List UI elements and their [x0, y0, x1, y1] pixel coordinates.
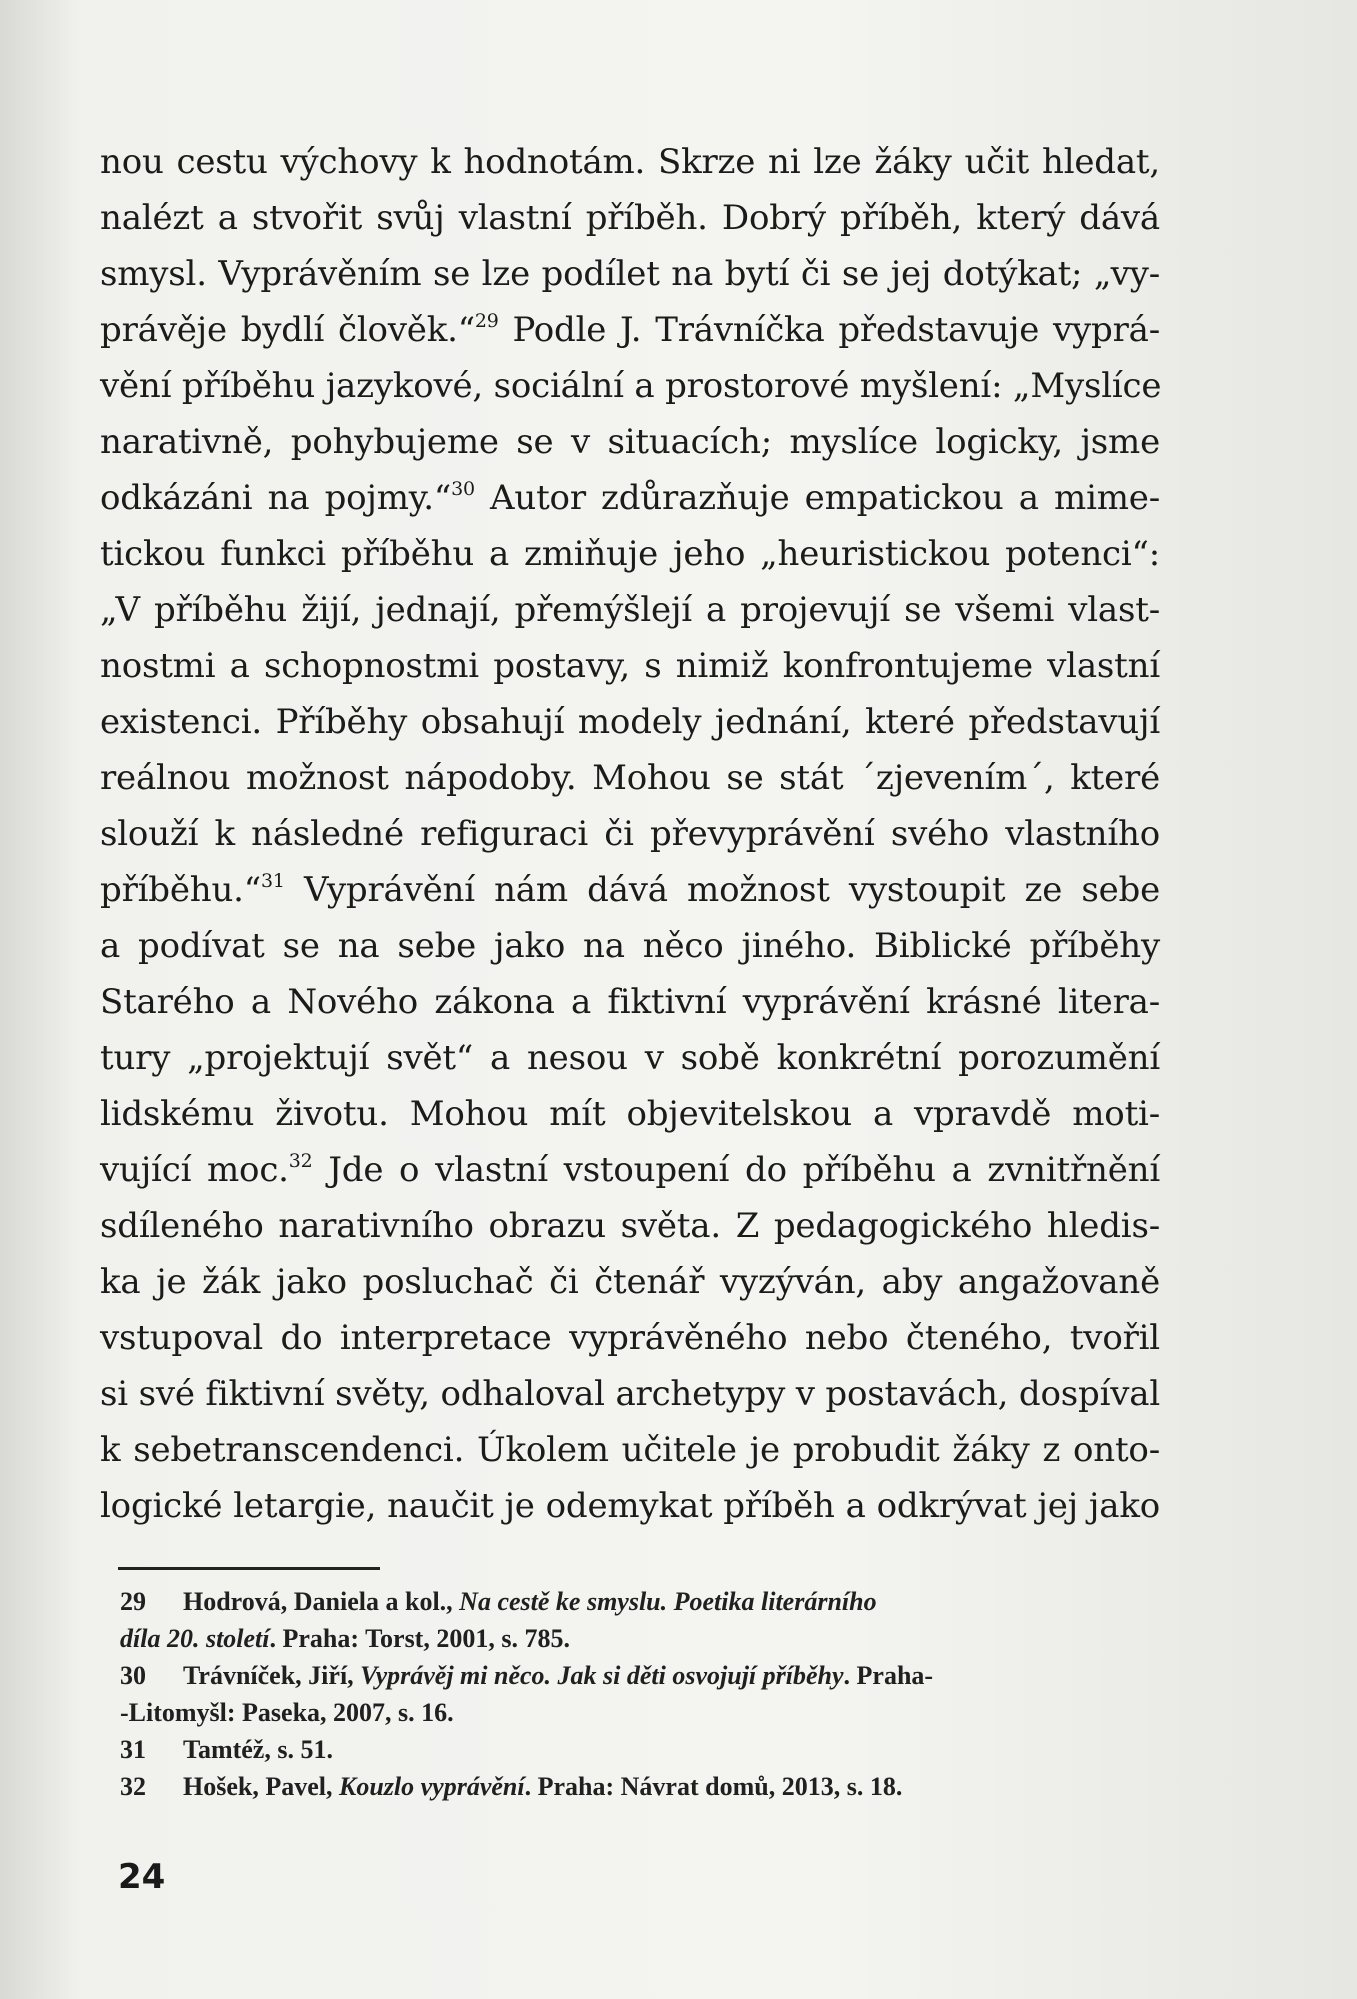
text-line: slouží k následné refiguraci či převyprávění svého vlastního	[100, 814, 1160, 854]
text-line: k sebetranscendenci. Úkolem učitele je probudit žáky z onto-	[100, 1430, 1160, 1470]
text-line: si své fiktivní světy, odhaloval archetypy v postavách, dospíval	[100, 1374, 1160, 1414]
footnote-29: 29 Hodrová, Daniela a kol., Na cestě ke smyslu. Poetika literárního	[120, 1583, 1150, 1620]
page-number: 24	[118, 1857, 166, 1897]
footnote-number: 29	[120, 1587, 146, 1616]
text-line: Starého a Nového zákona a fiktivní vyprávění krásné litera-	[100, 982, 1160, 1022]
text-line: vstupoval do interpretace vyprávěného nebo čteného, tvořil	[100, 1318, 1160, 1358]
text-line: tury „projektují svět“ a nesou v sobě konkrétní porozumění	[100, 1038, 1160, 1078]
footnote-separator	[118, 1567, 380, 1570]
text-line: příběhu.“$^{31}$ Vyprávění nám dává možnost vystoupit ze sebe	[100, 870, 1160, 910]
footnote-29-continued: díla 20. století. Praha: Torst, 2001, s. 785.	[120, 1624, 570, 1653]
text-line: reálnou možnost nápodoby. Mohou se stát ´zjevením´, které	[100, 758, 1160, 798]
text-line: nou cestu výchovy k hodnotám. Skrze ni lze žáky učit hledat,	[100, 142, 1160, 182]
text-line: „V příběhu žijí, jednají, přemýšlejí a projevují se všemi vlast-	[100, 590, 1160, 630]
footnote-30-continued: -Litomyšl: Paseka, 2007, s. 16.	[120, 1698, 454, 1727]
footnote-32: 32 Hošek, Pavel, Kouzlo vyprávění. Praha: Návrat domů, 2013, s. 18.	[120, 1768, 1150, 1805]
footnote-30: 30 Trávníček, Jiří, Vyprávěj mi něco. Jak si děti osvojují příběhy. Praha-	[120, 1657, 1150, 1694]
footnote-ref-31[interactable]: 31	[260, 870, 285, 892]
text-line: existenci. Příběhy obsahují modely jednání, které představují	[100, 702, 1160, 742]
text-line: lidskému životu. Mohou mít objevitelskou a vpravdě moti-	[100, 1094, 1160, 1134]
text-line: a podívat se na sebe jako na něco jiného. Biblické příběhy	[100, 926, 1160, 966]
footnote-ref-29[interactable]: 29	[474, 310, 499, 332]
text-line: právěje bydlí člověk.“$^{29}$ Podle J. Trávníčka představuje vyprá-	[100, 310, 1160, 350]
footnote-number: 32	[120, 1772, 146, 1801]
body-text	[100, 134, 1160, 1534]
text-line: vující moc.$^{32}$ Jde o vlastní vstoupení do příběhu a zvnitřnění	[100, 1150, 1160, 1190]
text-line: nalézt a stvořit svůj vlastní příběh. Dobrý příběh, který dává	[100, 198, 1160, 238]
footnote-number: 31	[120, 1735, 146, 1764]
text-line: smysl. Vyprávěním se lze podílet na bytí či se jej dotýkat; „vy-	[100, 254, 1160, 294]
text-line: nostmi a schopnostmi postavy, s nimiž konfrontujeme vlastní	[100, 646, 1160, 686]
text-line: narativně, pohybujeme se v situacích; myslíce logicky, jsme	[100, 422, 1160, 462]
footnote-ref-30[interactable]: 30	[451, 478, 475, 500]
text-line: sdíleného narativního obrazu světa. Z pedagogického hledis-	[100, 1206, 1160, 1246]
text-line: tickou funkci příběhu a zmiňuje jeho „heuristickou potenci“:	[100, 534, 1160, 574]
text-line: logické letargie, naučit je odemykat příběh a odkrývat jej jako	[100, 1486, 1160, 1526]
footnote-31: 31 Tamtéž, s. 51.	[120, 1731, 1150, 1768]
footnote-number: 30	[120, 1661, 146, 1690]
text-line: vění příběhu jazykové, sociální a prostorové myšlení: „Myslíce	[100, 366, 1162, 406]
footnotes	[120, 1583, 1150, 1805]
text-line: ka je žák jako posluchač či čtenář vyzýván, aby angažovaně	[100, 1262, 1160, 1302]
footnote-ref-32[interactable]: 32	[288, 1150, 313, 1172]
text-line: odkázáni na pojmy.“$^{30}$ Autor zdůrazňuje empatickou a mime-	[100, 478, 1160, 518]
